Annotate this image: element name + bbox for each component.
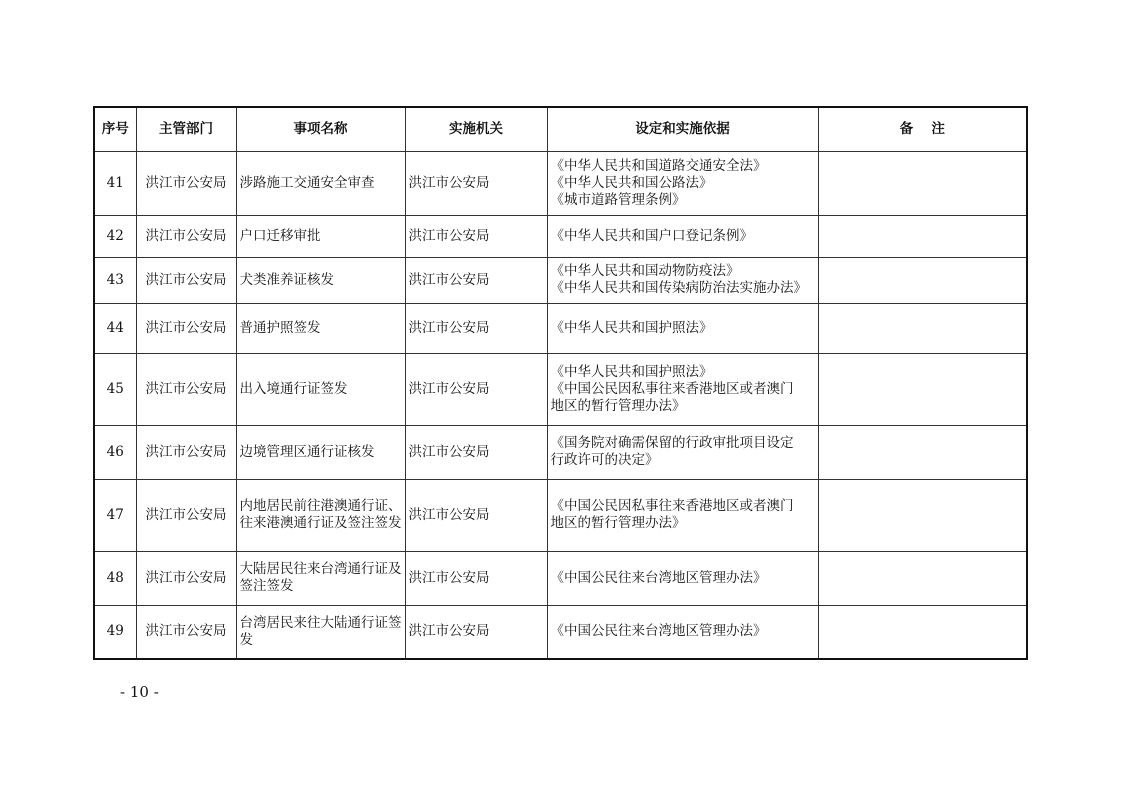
cell-seq: 45: [94, 353, 136, 425]
cell-seq: 43: [94, 257, 136, 303]
cell-item: 出入境通行证签发: [236, 353, 405, 425]
table-row: [94, 605, 1027, 659]
cell-org: 洪江市公安局: [405, 551, 547, 605]
cell-org: 洪江市公安局: [405, 479, 547, 551]
cell-basis: 《中华人民共和国道路交通安全法》 《中华人民共和国公路法》 《城市道路管理条例》: [547, 151, 818, 215]
cell-item: 边境管理区通行证核发: [236, 425, 405, 479]
cell-basis: 《中华人民共和国护照法》: [547, 303, 818, 353]
cell-dept: 洪江市公安局: [136, 257, 236, 303]
cell-org: 洪江市公安局: [405, 425, 547, 479]
header-note: 备 注: [818, 107, 1027, 151]
cell-dept: 洪江市公安局: [136, 303, 236, 353]
table-row: [94, 215, 1027, 257]
cell-dept: 洪江市公安局: [136, 215, 236, 257]
table-header-row: [94, 107, 1027, 151]
page-number: - 10 -: [120, 683, 159, 701]
table-row: [94, 425, 1027, 479]
cell-seq: 44: [94, 303, 136, 353]
cell-dept: 洪江市公安局: [136, 353, 236, 425]
cell-item: 内地居民前往港澳通行证、往来港澳通行证及签注签发: [236, 479, 405, 551]
cell-org: 洪江市公安局: [405, 605, 547, 659]
cell-item: 普通护照签发: [236, 303, 405, 353]
cell-dept: 洪江市公安局: [136, 425, 236, 479]
cell-org: 洪江市公安局: [405, 151, 547, 215]
cell-note: [818, 303, 1027, 353]
cell-dept: 洪江市公安局: [136, 151, 236, 215]
cell-basis: 《中国公民因私事往来香港地区或者澳门 地区的暂行管理办法》: [547, 479, 818, 551]
header-org: 实施机关: [405, 107, 547, 151]
table-row: [94, 479, 1027, 551]
cell-note: [818, 353, 1027, 425]
cell-seq: 41: [94, 151, 136, 215]
cell-note: [818, 151, 1027, 215]
table-row: [94, 257, 1027, 303]
cell-seq: 46: [94, 425, 136, 479]
cell-note: [818, 551, 1027, 605]
header-item: 事项名称: [236, 107, 405, 151]
table-row: [94, 151, 1027, 215]
header-basis: 设定和实施依据: [547, 107, 818, 151]
cell-item: 大陆居民往来台湾通行证及签注签发: [236, 551, 405, 605]
header-dept: 主管部门: [136, 107, 236, 151]
cell-seq: 49: [94, 605, 136, 659]
cell-org: 洪江市公安局: [405, 303, 547, 353]
table-row: [94, 551, 1027, 605]
cell-basis: 《中国公民往来台湾地区管理办法》: [547, 605, 818, 659]
cell-org: 洪江市公安局: [405, 215, 547, 257]
cell-note: [818, 605, 1027, 659]
cell-basis: 《中华人民共和国护照法》 《中国公民因私事往来香港地区或者澳门 地区的暂行管理办法》: [547, 353, 818, 425]
cell-item: 台湾居民来往大陆通行证签发: [236, 605, 405, 659]
cell-item: 户口迁移审批: [236, 215, 405, 257]
cell-basis: 《中华人民共和国户口登记条例》: [547, 215, 818, 257]
cell-seq: 48: [94, 551, 136, 605]
cell-basis: 《国务院对确需保留的行政审批项目设定 行政许可的决定》: [547, 425, 818, 479]
approval-items-table: [93, 106, 1028, 660]
cell-note: [818, 425, 1027, 479]
cell-org: 洪江市公安局: [405, 257, 547, 303]
cell-seq: 47: [94, 479, 136, 551]
cell-dept: 洪江市公安局: [136, 479, 236, 551]
table-row: [94, 303, 1027, 353]
cell-item: 犬类准养证核发: [236, 257, 405, 303]
table-row: [94, 353, 1027, 425]
cell-org: 洪江市公安局: [405, 353, 547, 425]
cell-basis: 《中国公民往来台湾地区管理办法》: [547, 551, 818, 605]
cell-seq: 42: [94, 215, 136, 257]
cell-basis: 《中华人民共和国动物防疫法》 《中华人民共和国传染病防治法实施办法》: [547, 257, 818, 303]
cell-note: [818, 257, 1027, 303]
cell-dept: 洪江市公安局: [136, 605, 236, 659]
cell-note: [818, 479, 1027, 551]
cell-dept: 洪江市公安局: [136, 551, 236, 605]
cell-note: [818, 215, 1027, 257]
header-seq: 序号: [94, 107, 136, 151]
cell-item: 涉路施工交通安全审查: [236, 151, 405, 215]
